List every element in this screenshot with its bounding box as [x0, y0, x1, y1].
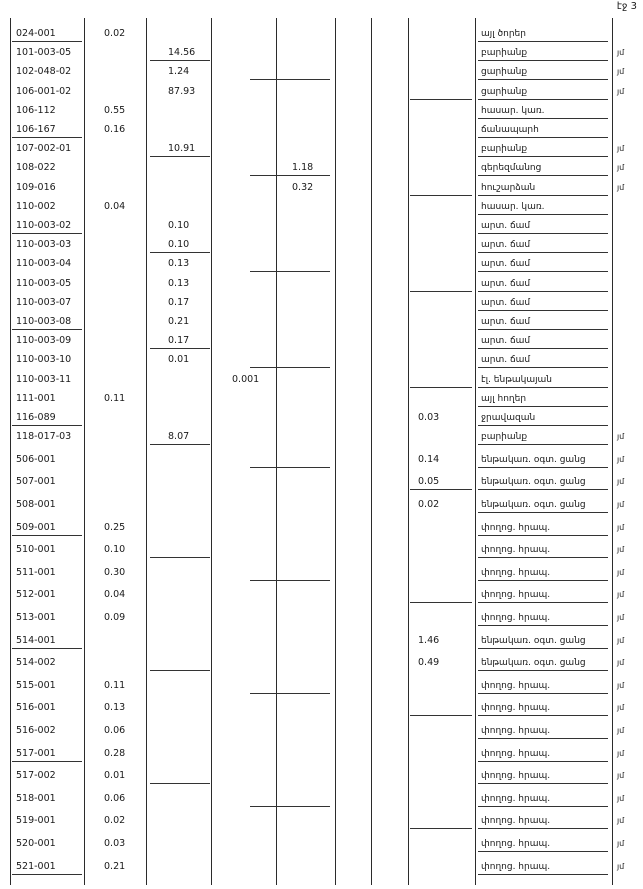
cell-desc: ցարիանք [481, 67, 528, 78]
row-rule [478, 693, 608, 694]
row-rule [250, 693, 330, 694]
cell-desc: այլ ծորեր [481, 29, 526, 39]
cell-desc: ցարիանք [481, 86, 528, 97]
row-rule [410, 99, 472, 100]
cell-desc: գերեզմանոց [481, 163, 542, 174]
cell-desc: փողոց. հրապ. [481, 545, 551, 556]
cell-code: 110-003-11 [16, 373, 72, 385]
cell-mark: յմ [617, 477, 625, 487]
cell-v2: 0.09 [104, 612, 126, 623]
row-rule [150, 444, 210, 445]
cell-code: 507-001 [16, 476, 56, 488]
row-rule [478, 118, 608, 119]
cell-mark: յմ [617, 522, 625, 532]
cell-v2: 0.04 [104, 589, 126, 601]
row-rule [478, 761, 608, 762]
row-rule [478, 60, 608, 61]
row-rule [250, 367, 330, 368]
cell-v3: 0.17 [168, 335, 190, 347]
cell-code: 514-001 [16, 634, 56, 646]
cell-v2: 0.11 [104, 392, 126, 404]
cell-mark: յմ [617, 454, 625, 464]
cell-v2: 0.10 [104, 544, 126, 556]
cell-code: 110-003-07 [16, 296, 72, 308]
row-rule [478, 99, 608, 100]
cell-v2: 0.02 [104, 815, 126, 827]
column-rule [371, 18, 372, 885]
row-rule [478, 387, 608, 388]
cell-v2: 0.06 [104, 725, 126, 736]
cell-code: 110-003-03 [16, 239, 72, 251]
cell-mark: յմ [617, 658, 625, 668]
cell-v2: 0.30 [104, 566, 126, 578]
row-rule [478, 874, 608, 875]
cell-code: 110-003-04 [16, 258, 72, 270]
cell-mark: յմ [617, 144, 625, 154]
row-rule [478, 329, 608, 330]
row-rule [12, 233, 82, 234]
row-rule [150, 60, 210, 61]
row-rule [478, 271, 608, 272]
cell-code: 110-003-09 [16, 335, 72, 347]
cell-code: 024-001 [16, 28, 56, 39]
cell-desc: ճանապարհ [481, 125, 539, 135]
cell-code: 516-001 [16, 702, 56, 714]
cell-v3: 0.10 [168, 239, 190, 251]
cell-desc: հուշարձան [481, 182, 536, 193]
cell-code: 110-003-10 [16, 354, 72, 366]
cell-desc: փողոց. հրապ. [481, 567, 551, 578]
cell-mark: յմ [617, 771, 625, 781]
cell-v2: 0.03 [104, 838, 126, 849]
cell-v3: 1.24 [168, 66, 190, 78]
row-rule [478, 512, 608, 513]
row-rule [12, 874, 82, 875]
row-rule [478, 310, 608, 311]
cell-v2: 0.13 [104, 702, 126, 714]
cell-code: 509-001 [16, 521, 56, 533]
row-rule [478, 783, 608, 784]
cell-v3: 10.91 [168, 143, 196, 155]
cell-mark: յմ [617, 793, 625, 803]
cell-desc: արտ. ճամ [481, 221, 531, 231]
cell-code: 106-112 [16, 104, 56, 116]
cell-desc: ենթակառ. օգտ. ցանց [481, 454, 586, 465]
cell-v3: 0.13 [168, 277, 190, 289]
cell-v2: 0.25 [104, 521, 126, 533]
row-rule [478, 291, 608, 292]
cell-mark: յմ [617, 635, 625, 645]
cell-mark: յմ [617, 182, 625, 192]
cell-desc: արտ. ճամ [481, 317, 531, 327]
row-rule [410, 828, 472, 829]
cell-v3: 87.93 [168, 85, 196, 97]
cell-v3: 0.01 [168, 354, 190, 366]
cell-v2: 0.06 [104, 792, 126, 804]
cell-desc: արտ. ճամ [481, 297, 531, 308]
row-rule [478, 156, 608, 157]
cell-desc: ենթակառ. օգտ. ցանց [481, 658, 586, 669]
cell-desc: արտ. ճամ [481, 259, 531, 270]
row-rule [478, 41, 608, 42]
row-rule [150, 670, 210, 671]
cell-code: 118-017-03 [16, 431, 72, 443]
column-rule [276, 18, 277, 885]
cell-desc: ենթակառ. օգտ. ցանց [481, 635, 586, 646]
cell-code: 514-002 [16, 657, 56, 669]
row-rule [478, 252, 608, 253]
cell-mark: յմ [617, 839, 625, 848]
row-rule [12, 425, 82, 426]
row-rule [12, 535, 82, 536]
cell-v3: 0.10 [168, 220, 190, 231]
cell-code: 116-089 [16, 412, 56, 423]
cell-v2: 0.21 [104, 860, 126, 872]
cell-code: 107-002-01 [16, 143, 72, 155]
row-rule [478, 425, 608, 426]
cell-mark: յմ [617, 432, 625, 442]
cell-v8: 1.46 [418, 634, 440, 646]
cell-code: 102-048-02 [16, 66, 72, 78]
row-rule [12, 648, 82, 649]
cell-desc: բարիանք [481, 432, 528, 443]
cell-desc: հասար. կառ. [481, 201, 545, 212]
cell-mark: յմ [617, 680, 625, 690]
cell-desc: փողոց. հրապ. [481, 613, 551, 623]
cell-mark: յմ [617, 726, 625, 735]
row-rule [478, 348, 608, 349]
cell-desc: փողոց. հրապ. [481, 771, 551, 782]
cell-v2: 0.16 [104, 124, 126, 135]
row-rule [478, 444, 608, 445]
cell-v2: 0.04 [104, 200, 126, 212]
column-rule [335, 18, 336, 885]
row-rule [250, 467, 330, 468]
row-rule [478, 137, 608, 138]
row-rule [410, 291, 472, 292]
cell-code: 106-001-02 [16, 85, 72, 97]
cell-desc: էլ. ենթակայան [481, 374, 553, 385]
row-rule [478, 580, 608, 581]
cell-mark: յմ [617, 567, 625, 577]
column-rule [475, 18, 476, 885]
cell-code: 518-001 [16, 792, 56, 804]
cell-mark: յմ [617, 703, 625, 713]
cell-v3: 0.13 [168, 258, 190, 270]
cell-code: 515-001 [16, 679, 56, 691]
row-rule [478, 79, 608, 80]
row-rule [478, 489, 608, 490]
page-number: էջ 3 [616, 1, 637, 12]
cell-desc: փողոց. հրապ. [481, 793, 551, 804]
cell-code: 101-003-05 [16, 47, 72, 59]
row-rule [478, 602, 608, 603]
row-rule [478, 715, 608, 716]
cell-desc: փողոց. հրապ. [481, 703, 551, 714]
cell-v8: 0.05 [418, 476, 440, 488]
row-rule [478, 195, 608, 196]
row-rule [410, 387, 472, 388]
row-rule [250, 580, 330, 581]
cell-v3: 0.17 [168, 296, 190, 308]
row-rule [12, 137, 82, 138]
row-rule [250, 271, 330, 272]
row-rule [410, 489, 472, 490]
column-rule [408, 18, 409, 885]
cell-desc: փողոց. հրապ. [481, 680, 551, 691]
cell-desc: փողոց. հրապ. [481, 522, 551, 533]
row-rule [410, 602, 472, 603]
cell-code: 510-001 [16, 544, 56, 556]
cell-v3: 14.56 [168, 47, 196, 59]
cell-code: 108-022 [16, 162, 56, 174]
cell-desc: բարիանք [481, 48, 528, 59]
row-rule [478, 406, 608, 407]
cell-mark: յմ [617, 816, 625, 826]
row-rule [410, 715, 472, 716]
row-rule [478, 214, 608, 215]
cell-mark: յմ [617, 86, 625, 96]
row-rule [12, 41, 82, 42]
cell-code: 110-003-02 [16, 220, 72, 231]
cell-v2: 0.11 [104, 679, 126, 691]
row-rule [410, 195, 472, 196]
cell-mark: յմ [617, 861, 625, 871]
cell-v8: 0.49 [418, 657, 440, 669]
cell-v3: 0.21 [168, 316, 190, 327]
cell-code: 110-003-08 [16, 316, 72, 327]
cell-desc: փողոց. հրապ. [481, 748, 551, 759]
row-rule [478, 828, 608, 829]
cell-code: 513-001 [16, 612, 56, 623]
row-rule [150, 348, 210, 349]
cell-code: 109-016 [16, 181, 56, 193]
cell-desc: բարիանք [481, 144, 528, 155]
cell-code: 508-001 [16, 499, 56, 510]
column-rule [10, 18, 11, 885]
row-rule [478, 175, 608, 176]
cell-code: 511-001 [16, 566, 56, 578]
row-rule [478, 467, 608, 468]
row-rule [250, 79, 330, 80]
cell-v4: 0.001 [232, 373, 260, 385]
cell-v2: 0.01 [104, 770, 126, 782]
cell-v8: 0.14 [418, 453, 440, 465]
cell-mark: յմ [617, 48, 625, 58]
row-rule [478, 367, 608, 368]
cell-desc: արտ. ճամ [481, 240, 531, 251]
row-rule [150, 557, 210, 558]
cell-code: 516-002 [16, 725, 56, 736]
cell-desc: փողոց. հրապ. [481, 839, 551, 849]
column-rule [84, 18, 85, 885]
column-rule [146, 18, 147, 885]
cell-code: 512-001 [16, 589, 56, 601]
cell-v5: 0.32 [292, 181, 314, 193]
cell-v8: 0.02 [418, 499, 440, 510]
cell-desc: փողոց. հրապ. [481, 816, 551, 827]
cell-code: 517-001 [16, 747, 56, 759]
cell-mark: յմ [617, 748, 625, 758]
cell-desc: փողոց. հրապ. [481, 590, 551, 601]
row-rule [478, 557, 608, 558]
cell-code: 521-001 [16, 860, 56, 872]
cell-desc: փողոց. հրապ. [481, 726, 551, 736]
cell-code: 110-002 [16, 200, 56, 212]
cell-desc: արտ. ճամ [481, 336, 531, 347]
row-rule [250, 806, 330, 807]
cell-code: 517-002 [16, 770, 56, 782]
row-rule [12, 329, 82, 330]
cell-desc: արտ. ճամ [481, 355, 531, 366]
cell-mark: յմ [617, 163, 625, 173]
row-rule [478, 738, 608, 739]
cell-v8: 0.03 [418, 412, 440, 423]
row-rule [12, 761, 82, 762]
cell-desc: այլ հողեր [481, 393, 527, 404]
cell-code: 106-167 [16, 124, 56, 135]
row-rule [478, 648, 608, 649]
cell-mark: յմ [617, 613, 625, 622]
row-rule [478, 670, 608, 671]
cell-mark: յմ [617, 545, 625, 555]
cell-code: 111-001 [16, 392, 56, 404]
cell-v3: 8.07 [168, 431, 190, 443]
cell-desc: ենթակառ. օգտ. ցանց [481, 477, 586, 488]
cell-code: 110-003-05 [16, 277, 72, 289]
cell-v2: 0.02 [104, 28, 126, 39]
row-rule [250, 175, 330, 176]
cell-code: 506-001 [16, 453, 56, 465]
row-rule [150, 252, 210, 253]
row-rule [478, 535, 608, 536]
row-rule [478, 625, 608, 626]
row-rule [150, 783, 210, 784]
cell-mark: յմ [617, 67, 625, 77]
column-rule [211, 18, 212, 885]
row-rule [478, 851, 608, 852]
cell-desc: հասար. կառ. [481, 105, 545, 116]
cell-mark: յմ [617, 500, 625, 509]
row-rule [150, 156, 210, 157]
cell-v2: 0.55 [104, 104, 126, 116]
cell-desc: ենթակառ. օգտ. ցանց [481, 500, 586, 510]
cell-code: 520-001 [16, 838, 56, 849]
cell-desc: արտ. ճամ [481, 278, 531, 289]
cell-mark: յմ [617, 590, 625, 600]
row-rule [478, 233, 608, 234]
cell-desc: փողոց. հրապ. [481, 861, 551, 872]
row-rule [478, 806, 608, 807]
cell-v5: 1.18 [292, 162, 314, 174]
cell-code: 519-001 [16, 815, 56, 827]
cell-desc: ջրավազան [481, 413, 536, 423]
column-rule [612, 18, 613, 885]
cell-v2: 0.28 [104, 747, 126, 759]
